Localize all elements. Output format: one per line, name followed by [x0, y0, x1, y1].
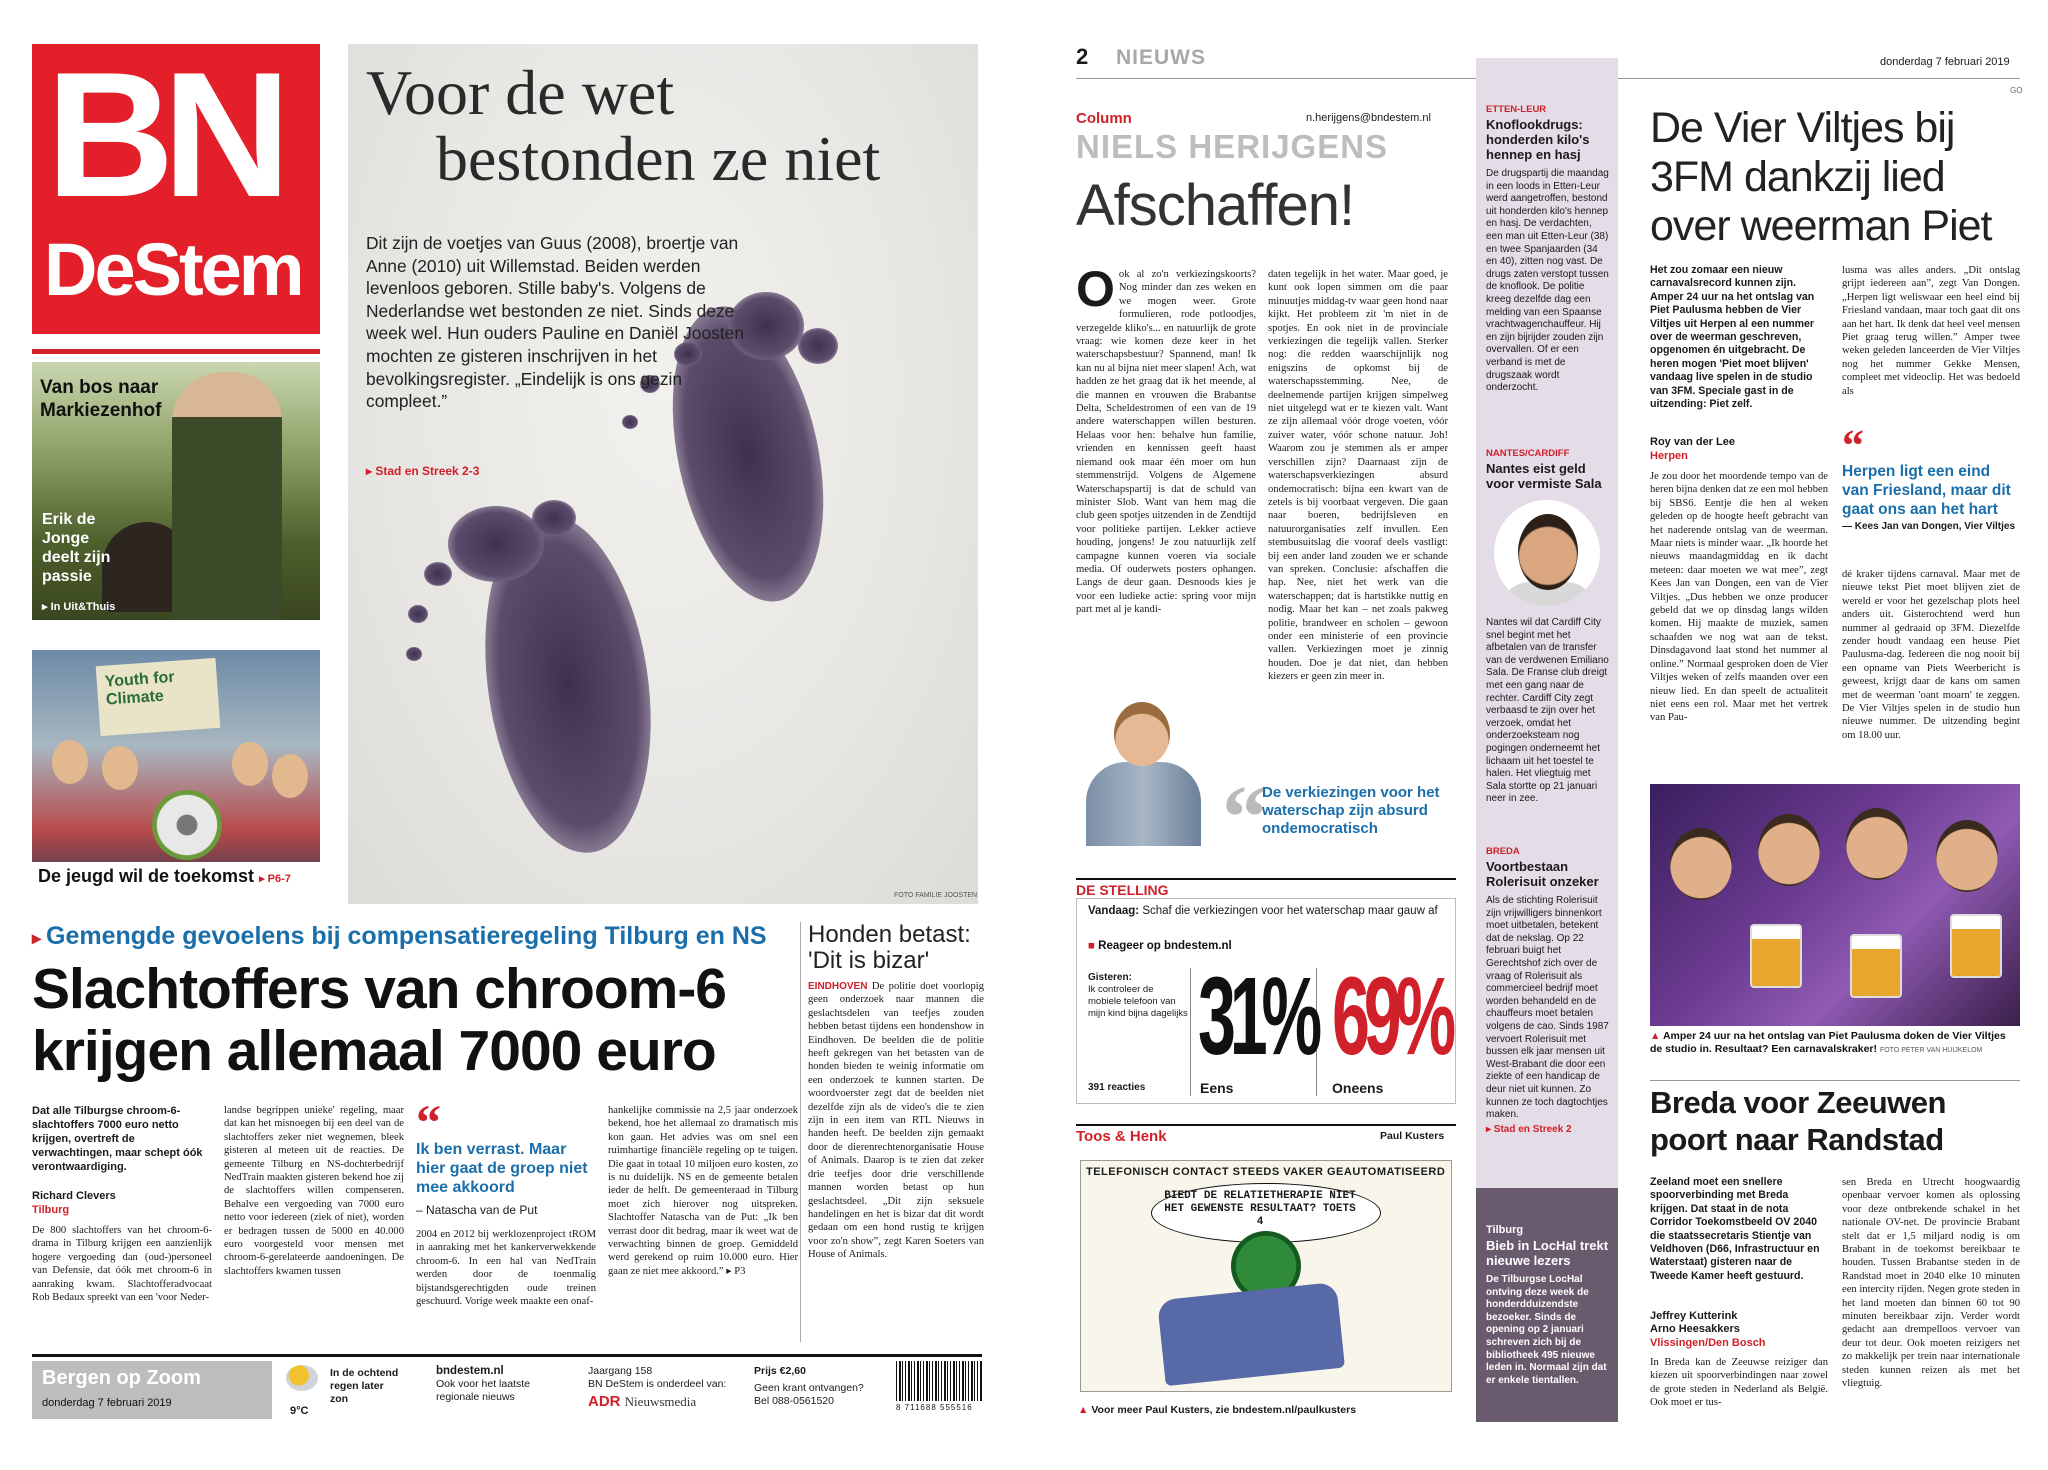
climate-sign: Youth for Climate	[96, 658, 221, 736]
main-column-3: 2004 en 2012 bij werklozenproject tROM in aanraking met het kankerverwekkende chroom-6. In een hal van NedTrain werden door de toenmalig bijstandsgerechtigden oude treinen geschuurd. Vorige week maakte een onaf-	[416, 1229, 596, 1308]
weather-text: In de ochtend regen later zon	[330, 1367, 399, 1405]
barcode	[896, 1361, 982, 1401]
viltjes-quote-author: — Kees Jan van Dongen, Vier Viltjes	[1842, 521, 2016, 532]
pull-quote-text: Ik ben verrast. Maar hier gaat de groep niet mee akkoord	[416, 1141, 588, 1196]
strip-ref-link[interactable]: ▸ Stad en Streek 2	[1486, 1123, 1572, 1135]
front-page-footer	[32, 1354, 982, 1416]
breda-headline-line1: Breda voor Zeeuwen	[1650, 1085, 1946, 1120]
strip-item-tilburg[interactable]	[1486, 1224, 1610, 1387]
strip-body: Als de stichting Rolerisuit zijn vrijwilligers binnenkort moet uitbetalen, betekent dat de nekslag. Op 22 februari buigt het Gerechtshof zich over de vraag of Rolerisuit als commercieel bedrijf moet worden behandeld en de chauffeurs moet betalen volgens de cao. Sinds 1987 vervoert Rolerisuit met bussen elk jaar mensen uit West-Brabant die door een ziekte of een handicap de deur niet uit kunnen. Zo kunnen ze toch dagtochtjes maken.	[1486, 895, 1609, 1121]
quote-icon: “	[416, 1094, 441, 1150]
barcode-number: 8 711688 555516	[896, 1403, 973, 1412]
comic-author: Paul Kusters	[1380, 1130, 1445, 1142]
person-face	[1846, 808, 1908, 880]
poll-disagree-label: Oneens	[1332, 1080, 1384, 1096]
poll-agree-percent: 31%	[1198, 955, 1316, 1078]
web-text: Ook voor het laatste regionale nieuws	[436, 1378, 530, 1403]
comic-rule	[1076, 1124, 1456, 1126]
main-headline-line2: krijgen allemaal 7000 euro	[32, 1019, 716, 1083]
person-face	[272, 754, 308, 798]
columnist-photo	[1080, 696, 1205, 846]
breda-headline[interactable]	[1650, 1084, 2020, 1158]
viltjes-caption: ▲ Amper 24 uur na het ontslag van Piet Paulusma doken de Vier Viltjes de studio in. Resultaat? Een carnavalskraker! FOTO PETER VAN HUIJKELOM	[1650, 1030, 2006, 1055]
column-label: Column	[1076, 110, 1132, 127]
beer-glass-icon	[1750, 924, 1802, 988]
brand-destem: DeStem	[44, 228, 302, 311]
person-face	[1758, 814, 1820, 886]
edition-date: donderdag 7 februari 2019	[42, 1397, 172, 1409]
stelling-label: DE STELLING	[1076, 882, 1169, 898]
person-face	[1670, 828, 1732, 900]
column-pull-quote-text: De verkiezingen voor het waterschap zijn absurd ondemocratisch	[1262, 784, 1440, 837]
side-body: EINDHOVEN De politie doet voorlopig geen onderzoek naar mannen die geslachtsdelen van teefjes zouden hebben betast tijdens een hondenshow in Eindhoven. De beelden die de politie heeft gekregen van het betasten van de honden bieden te weinig informatie om een onderzoek te kunnen starten. De woordvoerster zegt dat de beelden niet dezelfde zijn als de video's die te zien zijn in een item van RTL Nieuws in handen heeft. De beelden zijn gemaakt door de dierenrechtenorganisatie House of Animals. Daarop is te zien dat zeker drie teefjes door drie verschillende mannen worden betast op hun geslachtsdeel. „Dit zijn seksuele handelingen en het is bizar dat dit wordt gedaan om een hond rustig te krijgen voor zo'n show”, zegt Karen Soeters van House of Animals.	[808, 981, 984, 1261]
triangle-icon: ▸	[32, 928, 47, 948]
comic-bubble-text: BIEDT DE RELATIETHERAPIE NIET HET GEWENSTE RESULTAAT? TOETS 4	[1164, 1190, 1356, 1228]
sala-portrait	[1494, 500, 1600, 606]
pull-quote	[416, 1094, 596, 1217]
stelling-yesterday: Gisteren: Ik controleer de mobiele telefoon van mijn kind bijna dagelijks	[1088, 972, 1188, 1019]
column-headline[interactable]: Afschaffen!	[1076, 173, 1355, 238]
poll-divider	[1316, 968, 1317, 1096]
square-icon: ■	[1088, 940, 1099, 952]
poll-divider	[1190, 968, 1191, 1096]
publisher-info	[588, 1365, 748, 1408]
price: Prijs €2,60	[754, 1365, 806, 1377]
brand-bn: BN	[46, 35, 280, 234]
owner-text: BN DeStem is onderdeel van:	[588, 1378, 727, 1390]
viltjes-photo[interactable]	[1650, 784, 2020, 1026]
teaser-bos-markiezenhof[interactable]	[32, 362, 320, 620]
main-column-2: landse begrippen unieke' regeling, maar dat kan het misnoegen bij een deel van de slachtoffers zeker niet wegnemen, bleek gisteren al meteen uit de reacties. De gemeente Tilburg en NS-dochterbedrijf NedTrain maakten gisteren bekend hoe zij de slachtoffers willen compenseren. Behalve een vergoeding van 7000 euro netto voor iedereen (ziek of niet), worden er bedragen tussen de 5000 en 40.000 euro voorgesteld voor mensen met chroom-6-gerelateerde aandoeningen. De slachtoffers kwamen tussen	[224, 1105, 404, 1277]
viltjes-headline[interactable]: De Vier Viltjes bij 3FM dankzij lied over weerman Piet	[1650, 104, 1992, 250]
stelling-rule	[1076, 878, 1456, 880]
triangle-icon: ▲	[1078, 1404, 1089, 1416]
breda-place: Vlissingen/Den Bosch	[1650, 1337, 1766, 1349]
strip-place: Tilburg	[1486, 1224, 1524, 1236]
stelling-reactions: 391 reacties	[1088, 1082, 1146, 1093]
breda-byline: Jeffrey Kutterink Arno Heesakkers	[1650, 1310, 1740, 1335]
adr-logo: ADR Nieuwsmedia	[588, 1393, 697, 1410]
quote-icon: “	[1222, 768, 1267, 867]
triangle-icon: ▲	[1650, 1030, 1661, 1042]
poll-agree-label: Eens	[1200, 1080, 1234, 1096]
poll-disagree-percent: 69%	[1332, 955, 1450, 1078]
comic-footer-link[interactable]: ▲ Voor meer Paul Kusters, zie bndestem.nl/paulkusters	[1078, 1404, 1357, 1416]
main-column-4: hankelijke commissie na 2,5 jaar onderzoek bekend, hoe het allemaal zo dramatisch mis kon gaan. Het advies was om snel een ruimhartige financiële regeling op te tuigen. Die gaat in totaal 10 miljoen euro kosten, zo is nu duidelijk. NS en de gemeente betalen ieder de helft. De gemeenteraad in Tilburg moet zich hierover nog uitspreken. Slachtoffer Natascha van de Put: „Ik ben verrast door dit bedrag, maar ik weet wat de verwachting binnen de groep. Gemiddeld werd gerekend op ruim 10.000 euro. Hier gaan ze niet mee akkoord.” ▸ P3	[608, 1105, 798, 1277]
web-title[interactable]: bndestem.nl	[436, 1365, 504, 1377]
teaser-caption: De jeugd wil de toekomst ▸ P6-7	[32, 862, 320, 890]
section-title: NIEUWS	[1116, 46, 1206, 69]
strip-headline: Knoflookdrugs: honderden kilo's hennep en hasj	[1486, 117, 1590, 162]
hero-headline-line1: Voor de wet	[366, 57, 675, 128]
quote-icon: “	[1842, 421, 1864, 470]
strip-item-etten-leur[interactable]	[1486, 104, 1610, 395]
main-byline: Richard Clevers	[32, 1190, 116, 1202]
main-column-1: De 800 slachtoffers van het chroom-6-drama in Tilburg krijgen een aanzienlijk hogere vergoeding dan (oud-)personeel van Defensie, dat óók met chroom-6 in aanraking kwam. Slachtofferadvocaat Rob Bedaux spreekt van een 'voor Neder-	[32, 1225, 212, 1304]
pull-quote-author: – Natascha van de Put	[416, 1203, 538, 1217]
comic-title: TELEFONISCH CONTACT STEEDS VAKER GEAUTOMATISEERD	[1086, 1166, 1446, 1178]
person-face	[1936, 820, 1998, 892]
strip-place: ETTEN-LEUR	[1486, 104, 1547, 115]
column-author: NIELS HERIJGENS	[1076, 128, 1389, 165]
strip-place: NANTES/CARDIFF	[1486, 448, 1570, 459]
main-place: Tilburg	[32, 1204, 70, 1216]
web-promo[interactable]	[436, 1365, 576, 1404]
page-number: 2	[1076, 44, 1089, 69]
strip-body: De drugspartij die maandag in een loods in Etten-Leur werd aangetroffen, bestond uit honderden kilo's hennep en hasj. De verdachten, een man uit Etten-Leur (38) en twee Spanjaarden (34 en 40), zitten nog vast. De drugs zaten verstopt tussen de knoflook. De politie kreeg dezelfde dag een melding van een Spaanse vrachtwagenchauffeur. Hij en zijn bijrijder zouden zijn overvallen. Of er een verband is met de drugszaak wordt onderzocht.	[1486, 168, 1609, 394]
viltjes-byline: Roy van der Lee	[1650, 436, 1735, 448]
temperature: 9°C	[290, 1405, 309, 1417]
edition-code: GO	[2010, 86, 2023, 95]
viltjes-lede: Het zou zomaar een nieuw carnavalsrecord kunnen zijn. Amper 24 uur na het ontslag van Piet Paulusma hebben de Vier Viltjes uit Herpen al een nummer over de weerman geschreven, opgenomen én uitgebracht. De heren mogen 'Piet moet blijven' vandaag live spelen in de studio van 3FM. Speciale gast in de uitzending: Piet zelf.	[1650, 264, 1815, 411]
breda-lede: Zeeland moet een snellere spoorverbinding met Breda krijgen. Dat staat in de nota Corridor Toekomstbeeld OV 2040 die staatssecretaris Stientje van Veldhoven (D66, Infrastructuur en Waterstaat) gisteren naar de Tweede Kamer heeft gestuurd.	[1650, 1176, 1820, 1282]
columnist-shirt	[1086, 762, 1201, 846]
strip-body: De Tilburgse LocHal ontving deze week de honderdduizendste bezoeker. Sinds de opening op 2 januari schreven zich bij de bibliotheek 495 nieuwe leden in. Normaal zijn dat er enkele tientallen.	[1486, 1274, 1607, 1386]
sofa-icon	[1157, 1282, 1345, 1386]
stelling-react-link[interactable]: ■ Reageer op bndestem.nl	[1088, 940, 1232, 952]
column-divider	[800, 922, 801, 1342]
viltjes-pull-quote	[1842, 421, 2020, 532]
main-headline[interactable]	[32, 958, 802, 1082]
person-face	[102, 746, 138, 790]
column-text-2: daten tegelijk in het water. Maar goed, je kunt ook lopen simmen om die paar minuutjes middag-tv waar geen hond naar kijkt. Het probleem zit 'm niet in de spotjes. En ook niet in de provinciale verkiezingen die tegelijk vallen. Sterker nog: die redden waarschijnlijk nog enigszins de opkomst bij de waterschapsstemming. Nee, de deelnemende partijen krijgen simpelweg niet uitgelegd wat er te kiezen valt. Want ze zijn allemaal vóór droge voeten, vóór zuiver water, vóór schone natuur. Joh! Waarom zou je stemmen als er amper verschillen zijn? Daarnaast zijn de waterschapsverkiezingen absurd ondemocratisch: bijna een kwart van de zetels is bij voorbaat vergeven. Die gaan naar boeren, bedrijfsleven en natuurorganisaties zelf invullen. Een stembusuitslag die vooraf deels vastligt: bij een ander land zouden we er schande van spreken. Conclusie: afschaffen die hap. Nee, niet het werk van die waterschappen; dat is hartstikke nuttig en nodig. Maar het kan – net zoals pakweg politie, brandweer en scholen – gewoon onder een ministerie of een provincie vallen. Verkiezingen moet je zinnig houden. Doe je dat niet, dan hebben kiezers er geen zin meer in.	[1268, 269, 1448, 683]
comic-label: Toos & Henk	[1076, 1128, 1167, 1145]
person-face	[52, 740, 88, 784]
main-lede: Dat alle Tilburgse chroom-6-slachtoffers 7000 euro netto krijgen, overtreft de verwachtingen, maar schept óók verontwaardiging.	[32, 1105, 203, 1173]
teaser-ref: ▸ In Uit&Thuis	[42, 601, 116, 613]
breda-rule	[1650, 1080, 2020, 1081]
viltjes-column-2: lusma was alles anders. „Dit ontslag grijpt iedereen aan”, zegt Van Dongen. „Herpen ligt weliswaar een heel eind bij Friesland vandaan, maar toch gaat dit ons aan het hart. Ik denk dat heel veel mensen Piet graag terug willen.” Amper twee weken geleden lanceerden de Vier Viltjes nog het nummer Gekke Mensen, compleet met videoclip. Het was bedoeld als	[1842, 265, 2020, 397]
hero-body: Dit zijn de voetjes van Guus (2008), broertje van Anne (2010) uit Willemstad. Beiden werden levenloos geboren. Stille baby's. Volgens de Nederlandse wet bestonden ze niet. Sinds deze week wel. Hun ouders Pauline en Daniël Joosten mochten ze gisteren inschrijven in het bevolkingsregister. „Eindelijk is ons gezin compleet.”	[366, 233, 744, 412]
viltjes-column-3: dé kraker tijdens carnaval. Maar met de nieuwe tekst Piet moet blijven ziet de wereld er voor het gezelschap plots heel anders uit. Gisterochtend werd hun nummer al gedraaid op 3FM. Diezelfde zender houdt vandaag een heuse Piet Paulusma-dag. Iedereen die nog nooit bij een opname van Piets Weerbericht is geweest, krijgt daar de kans om samen met de weerman 'oant moarn' te zeggen. De Vier Viltjes spelen in de studio hun nieuwe nummer. De uitzending begint om 18.00 uur.	[1842, 569, 2020, 741]
hero-headline	[366, 57, 976, 194]
viltjes-quote-text: Herpen ligt een eind van Friesland, maar dit gaat ons aan het hart	[1842, 463, 2011, 518]
column-email[interactable]: n.herijgens@bndestem.nl	[1306, 112, 1431, 124]
viltjes-column-1: Je zou door het moordende tempo van de heren bijna denken dat ze een mol hebben bij SBS6. Eentje die hen al weken geleden op de hoogte heeft gebracht van het naderende ontslag van de weerman. Maar niets is minder waar. „Ik hoorde het nieuws maandagmiddag en ik dacht meteen: daar moeten we wat mee”, zegt Kees Jan van Dongen, een van de Vier Viltjes. „Dus hebben we onze producer gebeld dat we op dinsdag langs wilden komen. Hij maakte de muziek, samen schaafden we nog wat aan de tekst. Dinsdagavond laat stond het nummer al online.” Normaal gesproken doen de Vier Viltjes weken of zelfs maanden over een nieuw lied. En dan speelt de actualiteit niet eens een rol. Maar met het vertrek van Pau-	[1650, 471, 1828, 724]
strip-place: BREDA	[1486, 846, 1520, 857]
megaphone-icon	[152, 790, 222, 860]
beer-glass-icon	[1850, 934, 1902, 998]
person-face	[232, 742, 268, 786]
strip-headline: Voortbestaan Rolerisuit onzeker	[1486, 859, 1599, 889]
masthead-logo[interactable]	[32, 35, 320, 334]
strip-headline: Nantes eist geld voor vermiste Sala	[1486, 461, 1602, 491]
strip-item-breda[interactable]	[1486, 846, 1610, 1135]
breda-column-1: In Breda kan de Zeeuwse reiziger dan kiezen uit spoorverbindingen naar zowel de grote steden in Nederland als België. Ook moet er tus-	[1650, 1357, 1828, 1409]
viltjes-place: Herpen	[1650, 450, 1688, 462]
hero-ref-link[interactable]: ▸ Stad en Streek 2-3	[366, 464, 480, 478]
delivery-phone[interactable]: Bel 088-0561520	[754, 1395, 834, 1407]
drop-cap: O	[1076, 261, 1115, 317]
teaser-caption: Erik de Jonge deelt zijn passie	[42, 511, 111, 585]
strip-headline: Bieb in LocHal trekt nieuwe lezers	[1486, 1238, 1609, 1268]
stelling-today: Vandaag: Schaf die verkiezingen voor het waterschap maar gauw af	[1088, 905, 1438, 917]
weather-icon	[286, 1365, 318, 1391]
page-date: donderdag 7 februari 2019	[1880, 56, 2010, 68]
jaargang: Jaargang 158	[588, 1365, 653, 1377]
masthead-rule	[32, 349, 320, 354]
breda-headline-line2: poort naar Randstad	[1650, 1122, 1944, 1157]
article-kicker: ▸ Gemengde gevoelens bij compensatieregeling Tilburg en NS	[32, 922, 767, 950]
main-headline-line1: Slachtoffers van chroom-6	[32, 957, 727, 1021]
side-headline[interactable]: Honden betast: 'Dit is bizar'	[808, 921, 971, 974]
beer-glass-icon	[1950, 914, 2002, 978]
delivery-question: Geen krant ontvangen?	[754, 1382, 864, 1394]
breda-column-2: sen Breda en Utrecht hoogwaardig openbaar vervoer komen als oplossing voor deze ontbrekende schakel in het nationale OV-net. De provincie Brabant stelt dat er 1,5 miljard nodig is om Brabant in de toekomst bereikbaar te houden. Tussen Brabantse steden in de Randstad moet in 2040 elke 10 minuten een intercity rijden. Negen grote steden in het land moeten dan binnen 60 tot 90 minuten bereikbaar zijn. Verder wordt gedacht aan drempelloos vervoer van deur tot deur. Ook moeten reizigers net zo makkelijk per trein naar internationale steden kunnen reizen als met het vliegtuig.	[1842, 1177, 2020, 1390]
columnist-head	[1114, 702, 1170, 766]
portrait-face	[1518, 514, 1578, 590]
teaser-jeugd-toekomst[interactable]	[32, 650, 320, 890]
edition-city: Bergen op Zoom	[42, 1367, 201, 1389]
hero-headline-line2: bestonden ze niet	[436, 123, 881, 194]
edition-box	[32, 1361, 272, 1419]
price-info	[754, 1365, 894, 1408]
column-text-1: Ook al zo'n verkiezingskoorts? Nog minder dan zes weken en we mogen weer. Grote formulieren, rode potloodjes, verzegelde kliko's... en natuurlijk de grote vraag: wie komen deze keer in het waterschapsbestuur? Spannend, man! Ik kan nu al bijna niet meer slapen! Ach, wat hadden ze het graag dat ik het meende, al die mannen en vrouwen die Brabantse Delta, Scheldestromen of een van de 19 andere waterschappen willen besturen. Helaas voor hen: behalve hun familie, vrienden en kennissen geeft haast niemand ook maar één moer om hun stemmenstrijd. Volgens de Algemene Waterschapspartij is dat de schuld van minister Slob. Want van hem mag die club geen spotjes uitzenden in de Zendtijd voor politieke partijen. Lekker actieve houding, jongens! Je zou natuurlijk zelf campagne kunnen voeren via sociale media. Of ouderwets posters ophangen. Langs de deur gaan. Desnoods kies je voor een ludieke actie: spring voor mijn part met al je kandi-	[1076, 261, 1256, 616]
teaser-title: Van bos naar Markiezenhof	[40, 377, 162, 421]
photo-credit: FOTO FAMILIE JOOSTEN	[894, 892, 978, 899]
strip-body: Nantes wil dat Cardiff City snel begint met het afbetalen van de transfer van de verdwenen Emiliano Sala. De Franse club dreigt met een gang naar de rechter. Cardiff City zegt verbaasd te zijn over het verzoek, omdat het onderzoeksteam nog pogingen onderneemt het lichaam uit het toestel te halen. Het vliegtuig met Sala stortte op 21 januari neer in zee.	[1486, 617, 1609, 805]
